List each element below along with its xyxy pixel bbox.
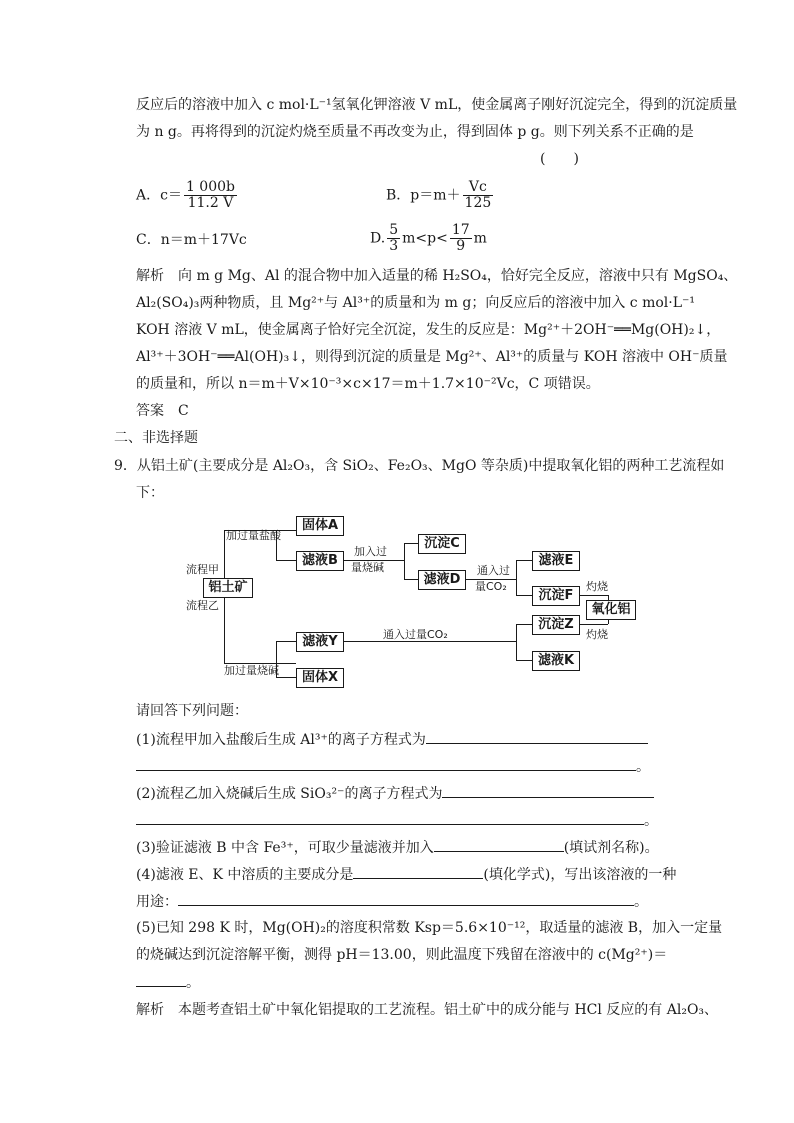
option-d-denominator-2: 9 [456, 238, 466, 254]
node-filtrate-k: 滤液K [532, 651, 580, 671]
option-b-numerator: Vc [463, 180, 494, 196]
label-add-naoh: 加过量烧碱 [224, 664, 279, 677]
node-solid-a: 固体A [296, 516, 344, 536]
node-solid-x: 固体X [296, 668, 344, 688]
analysis8-line-5: 的质量和，所以 n＝m＋V×10⁻³×c×17＝m＋1.7×10⁻²Vc，C 项错误。 [136, 376, 600, 392]
option-a-fraction [184, 180, 237, 211]
analysis9-line-1: 解析 本题考查铝土矿中氧化铝提取的工艺流程。铝土矿中的成分能与 HCl 反应的有 Al₂O₃、 [136, 1002, 719, 1018]
subq-1-blank[interactable] [426, 729, 648, 744]
subq-4-blank[interactable] [353, 864, 483, 879]
subq-4-text: (4)滤液 E、K 中溶质的主要成分是 [136, 867, 354, 883]
subq-3 [136, 837, 659, 858]
node-precipitate-f: 沉淀F [532, 586, 580, 606]
q8-line-1: 反应后的溶液中加入 c mol·L⁻¹氢氧化钾溶液 V mL，使金属离子刚好沉淀完全，得到的沉淀质量 [136, 97, 738, 113]
option-a-label: A．c＝ [136, 187, 182, 204]
subq-1 [136, 729, 648, 750]
option-a-numerator: 1 000b [185, 179, 235, 195]
subq-2 [136, 783, 654, 804]
option-d-end: m [473, 230, 487, 247]
label-add-hcl: 加过量盐酸 [226, 529, 281, 542]
label-burn-2: 灼烧 [586, 628, 608, 641]
option-d-numerator-1: 5 [389, 222, 399, 238]
node-filtrate-y: 滤液Y [296, 632, 344, 652]
subq-4-period: 。 [634, 894, 648, 910]
subq-3-text: (3)验证滤液 B 中含 Fe³⁺，可取少量滤液并加入 [136, 840, 434, 856]
subq-1-line2 [136, 756, 650, 777]
subq-5-blank[interactable] [136, 972, 186, 987]
option-d-fraction-1 [387, 223, 400, 254]
label-add-naoh-1: 加入过 [354, 545, 387, 558]
analysis8-line-4: Al³⁺＋3OH⁻══Al(OH)₃↓，则得到沉淀的质量是 Mg²⁺、Al³⁺的质量与 KOH 溶液中 OH⁻质量 [136, 349, 728, 365]
option-b [386, 180, 495, 211]
node-precipitate-z: 沉淀Z [532, 615, 580, 635]
q9-stem-1: 9．从铝土矿(主要成分是 Al₂O₃，含 SiO₂、Fe₂O₃、MgO 等杂质)中提取氧化铝的两种工艺流程如 [114, 458, 725, 474]
subq-4-blank-2[interactable] [178, 891, 634, 906]
option-d [370, 223, 487, 254]
subq-5-line2: 的烧碱达到沉淀溶解平衡，测得 pH＝13.00，则此温度下残留在溶液中的 c(Mg²⁺)＝ [136, 947, 668, 963]
subq-4-use: 用途： [136, 894, 178, 910]
questions-intro: 请回答下列问题： [136, 703, 248, 719]
label-process-a: 流程甲 [186, 563, 219, 576]
label-burn-1: 灼烧 [586, 580, 608, 593]
option-d-denominator-1: 3 [389, 238, 399, 254]
answer-bracket: ( ) [540, 151, 579, 167]
option-d-fraction-2 [450, 223, 472, 254]
option-b-fraction [463, 180, 494, 211]
option-d-label: D. [370, 230, 386, 247]
subq-3-suffix: (填试剂名称)。 [563, 840, 659, 856]
option-b-denominator: 125 [464, 195, 492, 211]
option-b-label: B．p＝m＋ [386, 187, 461, 204]
subq-4-suffix: (填化学式)，写出该溶液的一种 [483, 867, 677, 883]
subq-1-period: 。 [636, 759, 650, 775]
subq-1-blank-2[interactable] [136, 756, 636, 771]
label-co2-2: 量CO₂ [475, 580, 507, 593]
node-filtrate-e: 滤液E [532, 551, 580, 571]
subq-4-line2 [136, 891, 648, 912]
subq-2-period: 。 [644, 813, 658, 829]
label-process-b: 流程乙 [186, 599, 219, 612]
section-heading: 二、非选择题 [114, 430, 198, 446]
subq-2-blank-2[interactable] [136, 810, 644, 825]
subq-2-line2 [136, 810, 658, 831]
node-bauxite: 铝土矿 [203, 578, 253, 598]
analysis8-line-1: 解析 向 m g Mg、Al 的混合物中加入适量的稀 H₂SO₄，恰好完全反应，溶液中只有 MgSO₄、 [136, 268, 738, 284]
label-add-naoh-2: 量烧碱 [351, 561, 384, 574]
q8-line-2: 为 n g。再将得到的沉淀灼烧至质量不再改变为止，得到固体 p g。则下列关系不正确的是 [136, 124, 694, 140]
subq-5-line1: (5)已知 298 K 时，Mg(OH)₂的溶度积常数 Ksp＝5.6×10⁻¹²，取适量的滤液 B，加入一定量 [136, 920, 723, 936]
option-c: C．n＝m＋17Vc [136, 232, 247, 248]
option-d-numerator-2: 17 [451, 222, 470, 238]
analysis8-line-3: KOH 溶液 V mL，使金属离子恰好完全沉淀，发生的反应是：Mg²⁺＋2OH⁻══Mg(OH)₂↓， [136, 322, 721, 338]
label-co2-1: 通入过 [477, 564, 510, 577]
answer-line: 答案 C [136, 403, 189, 419]
node-filtrate-d: 滤液D [418, 570, 466, 590]
label-co2-y: 通入过量CO₂ [383, 628, 448, 641]
subq-3-blank[interactable] [434, 837, 564, 852]
option-a-denominator: 11.2 V [187, 195, 234, 211]
option-d-middle: m<p< [402, 230, 448, 247]
subq-2-blank[interactable] [442, 783, 654, 798]
node-alumina: 氧化铝 [586, 600, 636, 620]
q9-stem-2: 下： [136, 485, 164, 501]
subq-2-text: (2)流程乙加入烧碱后生成 SiO₃²⁻的离子方程式为 [136, 786, 443, 802]
option-a [136, 180, 239, 211]
node-filtrate-b: 滤液B [296, 551, 344, 571]
subq-5-line3 [136, 972, 200, 993]
subq-5-period: 。 [186, 975, 200, 991]
node-precipitate-c: 沉淀C [418, 534, 466, 554]
subq-1-text: (1)流程甲加入盐酸后生成 Al³⁺的离子方程式为 [136, 732, 426, 748]
analysis8-line-2: Al₂(SO₄)₃两种物质，且 Mg²⁺与 Al³⁺的质量和为 m g；向反应后的溶液中加入 c mol·L⁻¹ [136, 295, 696, 311]
subq-4 [136, 864, 676, 885]
